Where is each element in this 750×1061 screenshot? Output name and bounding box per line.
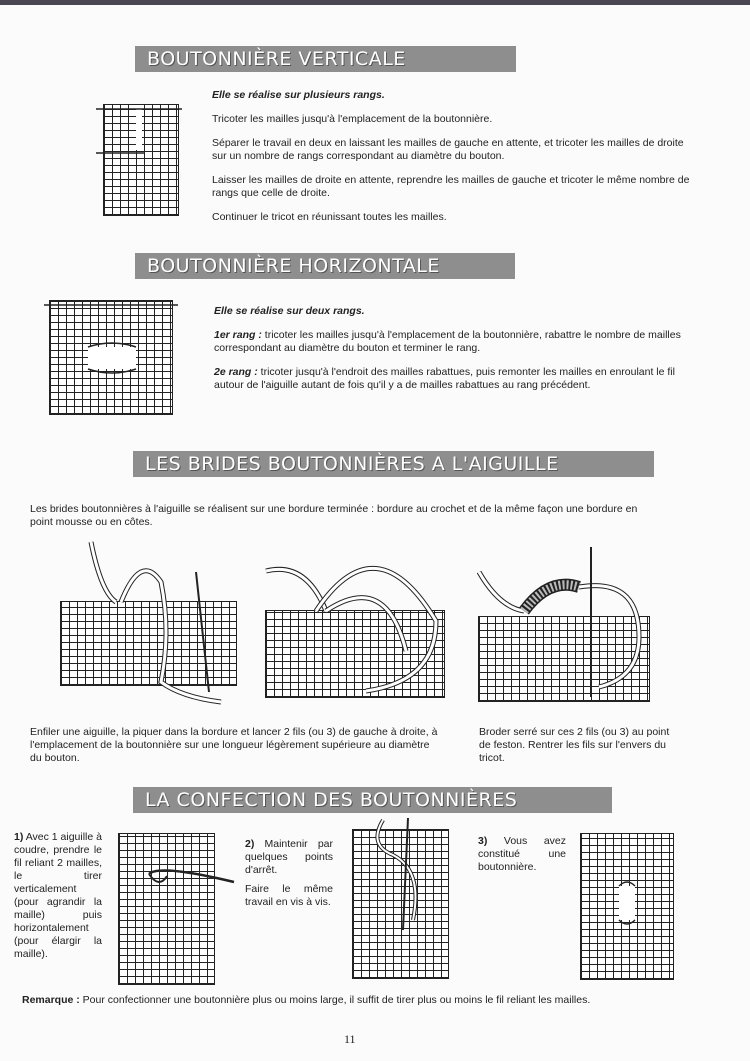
confection-illustration-3 bbox=[580, 833, 674, 980]
vertical-step-4: Continuer le tricot en réunissant toutes les mailles. bbox=[212, 211, 447, 223]
section-title-brides: LES BRIDES BOUTONNIÈRES A L'AIGUILLE bbox=[133, 451, 654, 477]
row-2-label: 2e rang : bbox=[214, 366, 258, 378]
section-title-vertical: BOUTONNIÈRE VERTICALE bbox=[135, 46, 516, 72]
step-1-number: 1) bbox=[14, 831, 24, 843]
horizontal-text-block bbox=[214, 305, 684, 403]
brides-illustration-2 bbox=[265, 610, 445, 698]
confection-step-1 bbox=[14, 831, 102, 961]
brides-intro: Les brides boutonnières à l'aiguille se réalisent sur une bordure terminée : bordure au crochet et de la même façon une bordure en point mousse ou en côtes. bbox=[30, 503, 638, 528]
row-1-label: 1er rang : bbox=[214, 329, 262, 341]
top-edge-bar bbox=[0, 0, 750, 5]
vertical-buttonhole-illustration bbox=[103, 104, 179, 216]
row-2-text: tricoter jusqu'à l'endroit des mailles rabattues, puis remonter les mailles en enroulant le fil autour de l'aiguille autant de fois qu'il y a de mailles rabattues au rang précédent. bbox=[214, 366, 675, 391]
confection-illustration-2 bbox=[352, 829, 449, 979]
brides-illustration-3 bbox=[478, 616, 650, 702]
step-3-number: 3) bbox=[478, 835, 488, 847]
horizontal-intro: Elle se réalise sur deux rangs. bbox=[214, 305, 365, 317]
row-1-text: tricoter les mailles jusqu'à l'emplacement de la boutonnière, rabattre le nombre de mailles correspondant au diamètre du bouton et terminer le rang. bbox=[214, 329, 681, 354]
vertical-step-3: Laisser les mailles de droite en attente, reprendre les mailles de gauche et tricoter le même nombre de rangs que celle de droite. bbox=[212, 174, 690, 199]
brides-caption-right: Broder serré sur ces 2 fils (ou 3) au point de feston. Rentrer les fils sur l'envers du tricot. bbox=[479, 726, 670, 764]
step-2-text-b: Faire le même travail en vis à vis. bbox=[245, 883, 333, 908]
vertical-step-1: Tricoter les mailles jusqu'à l'emplacement de la boutonnière. bbox=[212, 113, 493, 125]
section-title-confection: LA CONFECTION DES BOUTONNIÈRES bbox=[133, 787, 612, 813]
horizontal-row-1 bbox=[214, 329, 684, 355]
horizontal-row-2 bbox=[214, 366, 684, 392]
confection-illustration-1 bbox=[118, 833, 215, 985]
brides-illustration-1 bbox=[60, 601, 237, 686]
vertical-intro: Elle se réalise sur plusieurs rangs. bbox=[212, 89, 385, 101]
vertical-text-block bbox=[212, 89, 692, 235]
step-3-text: Vous avez constitué une boutonnière. bbox=[478, 835, 566, 873]
step-2-number: 2) bbox=[245, 838, 255, 850]
step-2-text-a: Maintenir par quelques points d'arrêt. bbox=[245, 838, 333, 876]
section-title-horizontal: BOUTONNIÈRE HORIZONTALE bbox=[135, 253, 515, 279]
page-number: 11 bbox=[344, 1032, 356, 1046]
remark bbox=[22, 994, 722, 1007]
confection-step-2 bbox=[245, 838, 333, 909]
confection-step-3 bbox=[478, 835, 566, 874]
step-1-text: Avec 1 aiguille à coudre, prendre le fil reliant 2 mailles, le tirer verticalement (pour agrandir la maille) puis horizontalement (pour élargir la maille). bbox=[14, 831, 102, 960]
brides-caption-left: Enfiler une aiguille, la piquer dans la bordure et lancer 2 fils (ou 3) de gauche à droite, à l'emplacement de la boutonnière sur une longueur légèrement supérieure au diamètre du bouton. bbox=[30, 726, 438, 764]
vertical-step-2: Séparer le travail en deux en laissant les mailles de gauche en attente, et tricoter les mailles de droite sur un nombre de rangs correspondant au diamètre du bouton. bbox=[212, 137, 684, 162]
remark-label: Remarque : bbox=[22, 994, 80, 1006]
remark-text: Pour confectionner une boutonnière plus ou moins large, il suffit de tirer plus ou moins le fil reliant les mailles. bbox=[79, 994, 591, 1006]
horizontal-buttonhole-illustration bbox=[49, 300, 173, 415]
